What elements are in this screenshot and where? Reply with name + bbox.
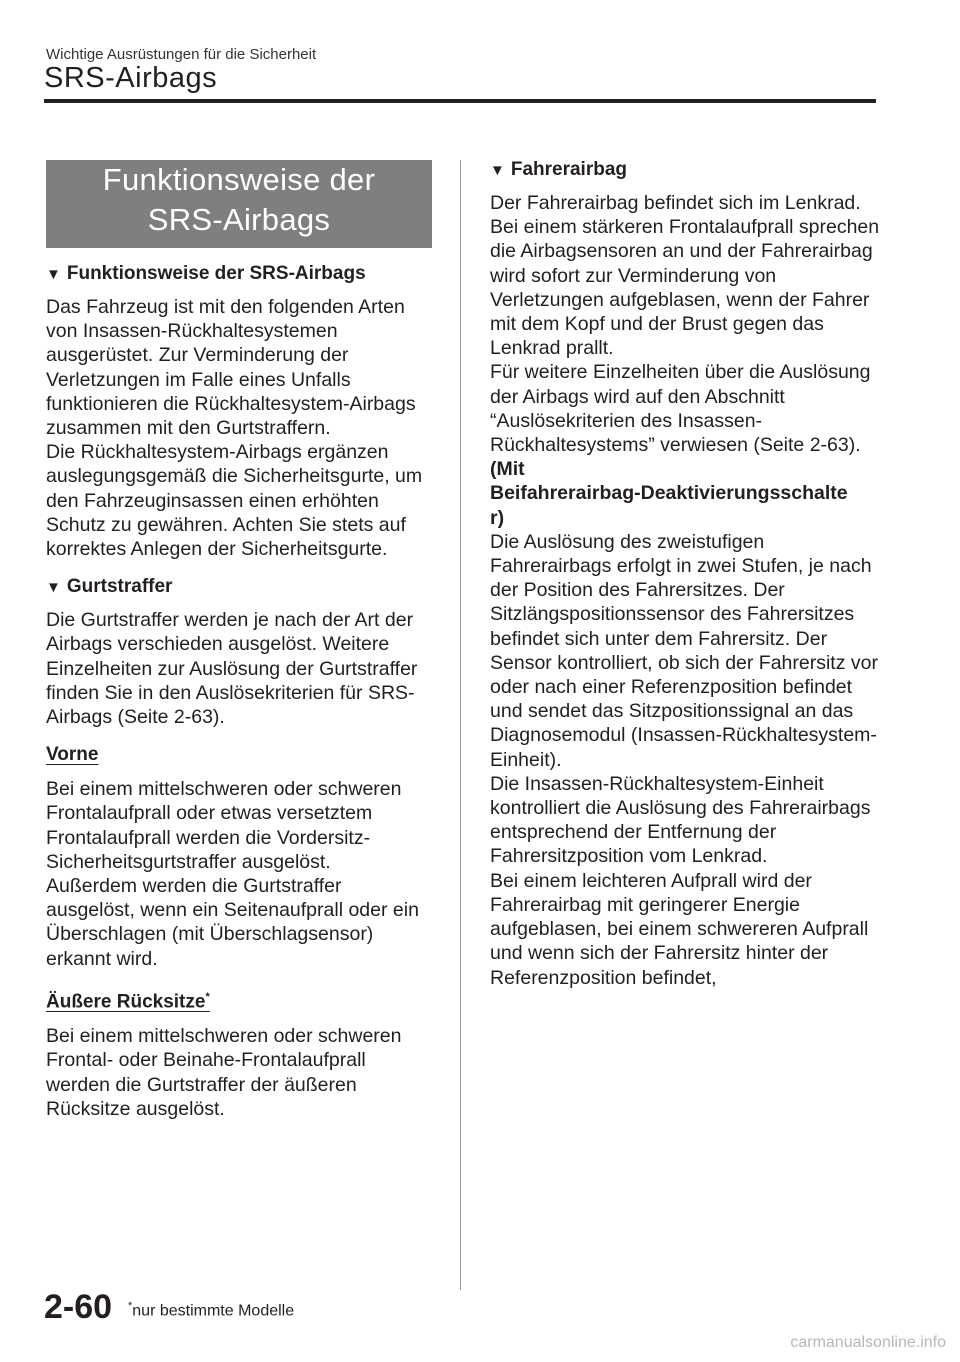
triangle-down-icon: ▼ <box>490 162 505 179</box>
condition-line: Beifahrerairbag-Deaktivierungsschalte <box>490 482 848 505</box>
column-divider <box>460 160 461 1290</box>
heading-gurtstraffer: ▼ Gurtstraffer <box>46 575 432 600</box>
condition-line: r) <box>490 506 505 529</box>
section-heading-line1: Funktionsweise der <box>102 162 376 197</box>
chapter-label: Wichtige Ausrüstungen für die Sicherheit <box>46 46 317 63</box>
page-number: 2-60 <box>44 1288 113 1326</box>
paragraph: Bei einem mittelschweren oder schweren Frontalaufprall oder etwas versetztem Frontalaufprall werden die Vordersitz-Sicherheitsgurtstraffer ausgelöst. Außerdem werden die Gurtstraffer ausgelöst, wenn ein Seitenaufprall oder ein Überschlagen (mit Überschlagsensor) erkannt wird. <box>46 778 419 970</box>
section-heading-box <box>46 160 432 248</box>
triangle-down-icon: ▼ <box>46 266 61 283</box>
footnote: *nur bestimmte Modelle <box>128 1300 295 1320</box>
paragraph: Der Fahrerairbag befindet sich im Lenkrad. Bei einem stärkeren Frontalaufprall sprechen die Airbagsensoren an und der Fahrerairbag wird sofort zur Verminderung von Verletzungen aufgeblasen, wenn der Fahrer mit dem Kopf und der Brust gegen das Lenkrad prallt. Für weitere Einzelheiten über die Auslösung der Airbags wird auf den Abschnitt “Auslösekriterien des Insassen-Rückhaltesystems” verwiesen (Seite 2-63). <box>490 192 880 457</box>
header-rule <box>44 99 876 103</box>
page-title: SRS-Airbags <box>44 62 218 94</box>
subheading-aeussere-ruecksitze: Äußere Rücksitze* <box>46 990 210 1013</box>
heading-fahrerairbag: ▼ Fahrerairbag <box>490 158 880 183</box>
subheading-vorne: Vorne <box>46 744 99 766</box>
paragraph: Die Auslösung des zweistufigen Fahrerairbags erfolgt in zwei Stufen, je nach der Position des Fahrersitzes. Der Sitzlängspositionssensor des Fahrersitzes befindet sich unter dem Fahrersitz. Der Sensor kontrolliert, ob sich der Fahrersitz vor oder nach einer Referenzposition befindet und sendet das Sitzpositionssignal an das Diagnosemodul (Insassen-Rückhaltesystem-Einheit). Die Insassen-Rückhaltesystem-Einheit kontrolliert die Auslösung des Fahrerairbags entsprechend der Entfernung der Fahrersitzposition vom Lenkrad. Bei einem leichteren Aufprall wird der Fahrerairbag mit geringerer Energie aufgeblasen, bei einem schwereren Aufprall und wenn sich der Fahrersitz hinter der Referenzposition befindet, <box>490 530 878 989</box>
left-column <box>46 160 432 1135</box>
heading-funktionsweise: ▼ Funktionsweise der SRS-Airbags <box>46 262 432 287</box>
watermark: carmanualsonline.info <box>790 1334 946 1351</box>
triangle-down-icon: ▼ <box>46 579 61 597</box>
paragraph: Die Gurtstraffer werden je nach der Art der Airbags verschieden ausgelöst. Weitere Einzelheiten zur Auslösung der Gurtstraffer finden Sie in den Auslösekriterien für SRS-Airbags (Seite 2-63). <box>46 609 418 729</box>
condition-line: (Mit <box>490 458 525 481</box>
section-heading-line2: SRS-Airbags <box>147 202 331 237</box>
paragraph: Bei einem mittelschweren oder schweren Frontal- oder Beinahe-Frontalaufprall werden die Gurtstraffer der äußeren Rücksitze ausgelöst. <box>46 1025 402 1120</box>
paragraph: Das Fahrzeug ist mit den folgenden Arten von Insassen-Rückhaltesystemen ausgerüstet. Zur Verminderung der Verletzungen im Falle eines Unfalls funktionieren die Rückhaltesystem-Airbags zusammen mit den Gurtstraffern. Die Rückhaltesystem-Airbags ergänzen auslegungsgemäß die Sicherheitsgurte, um den Fahrzeuginsassen einen erhöhten Schutz zu gewähren. Achten Sie stets auf korrektes Anlegen der Sicherheitsgurte. <box>46 296 423 561</box>
right-column <box>490 158 880 1004</box>
